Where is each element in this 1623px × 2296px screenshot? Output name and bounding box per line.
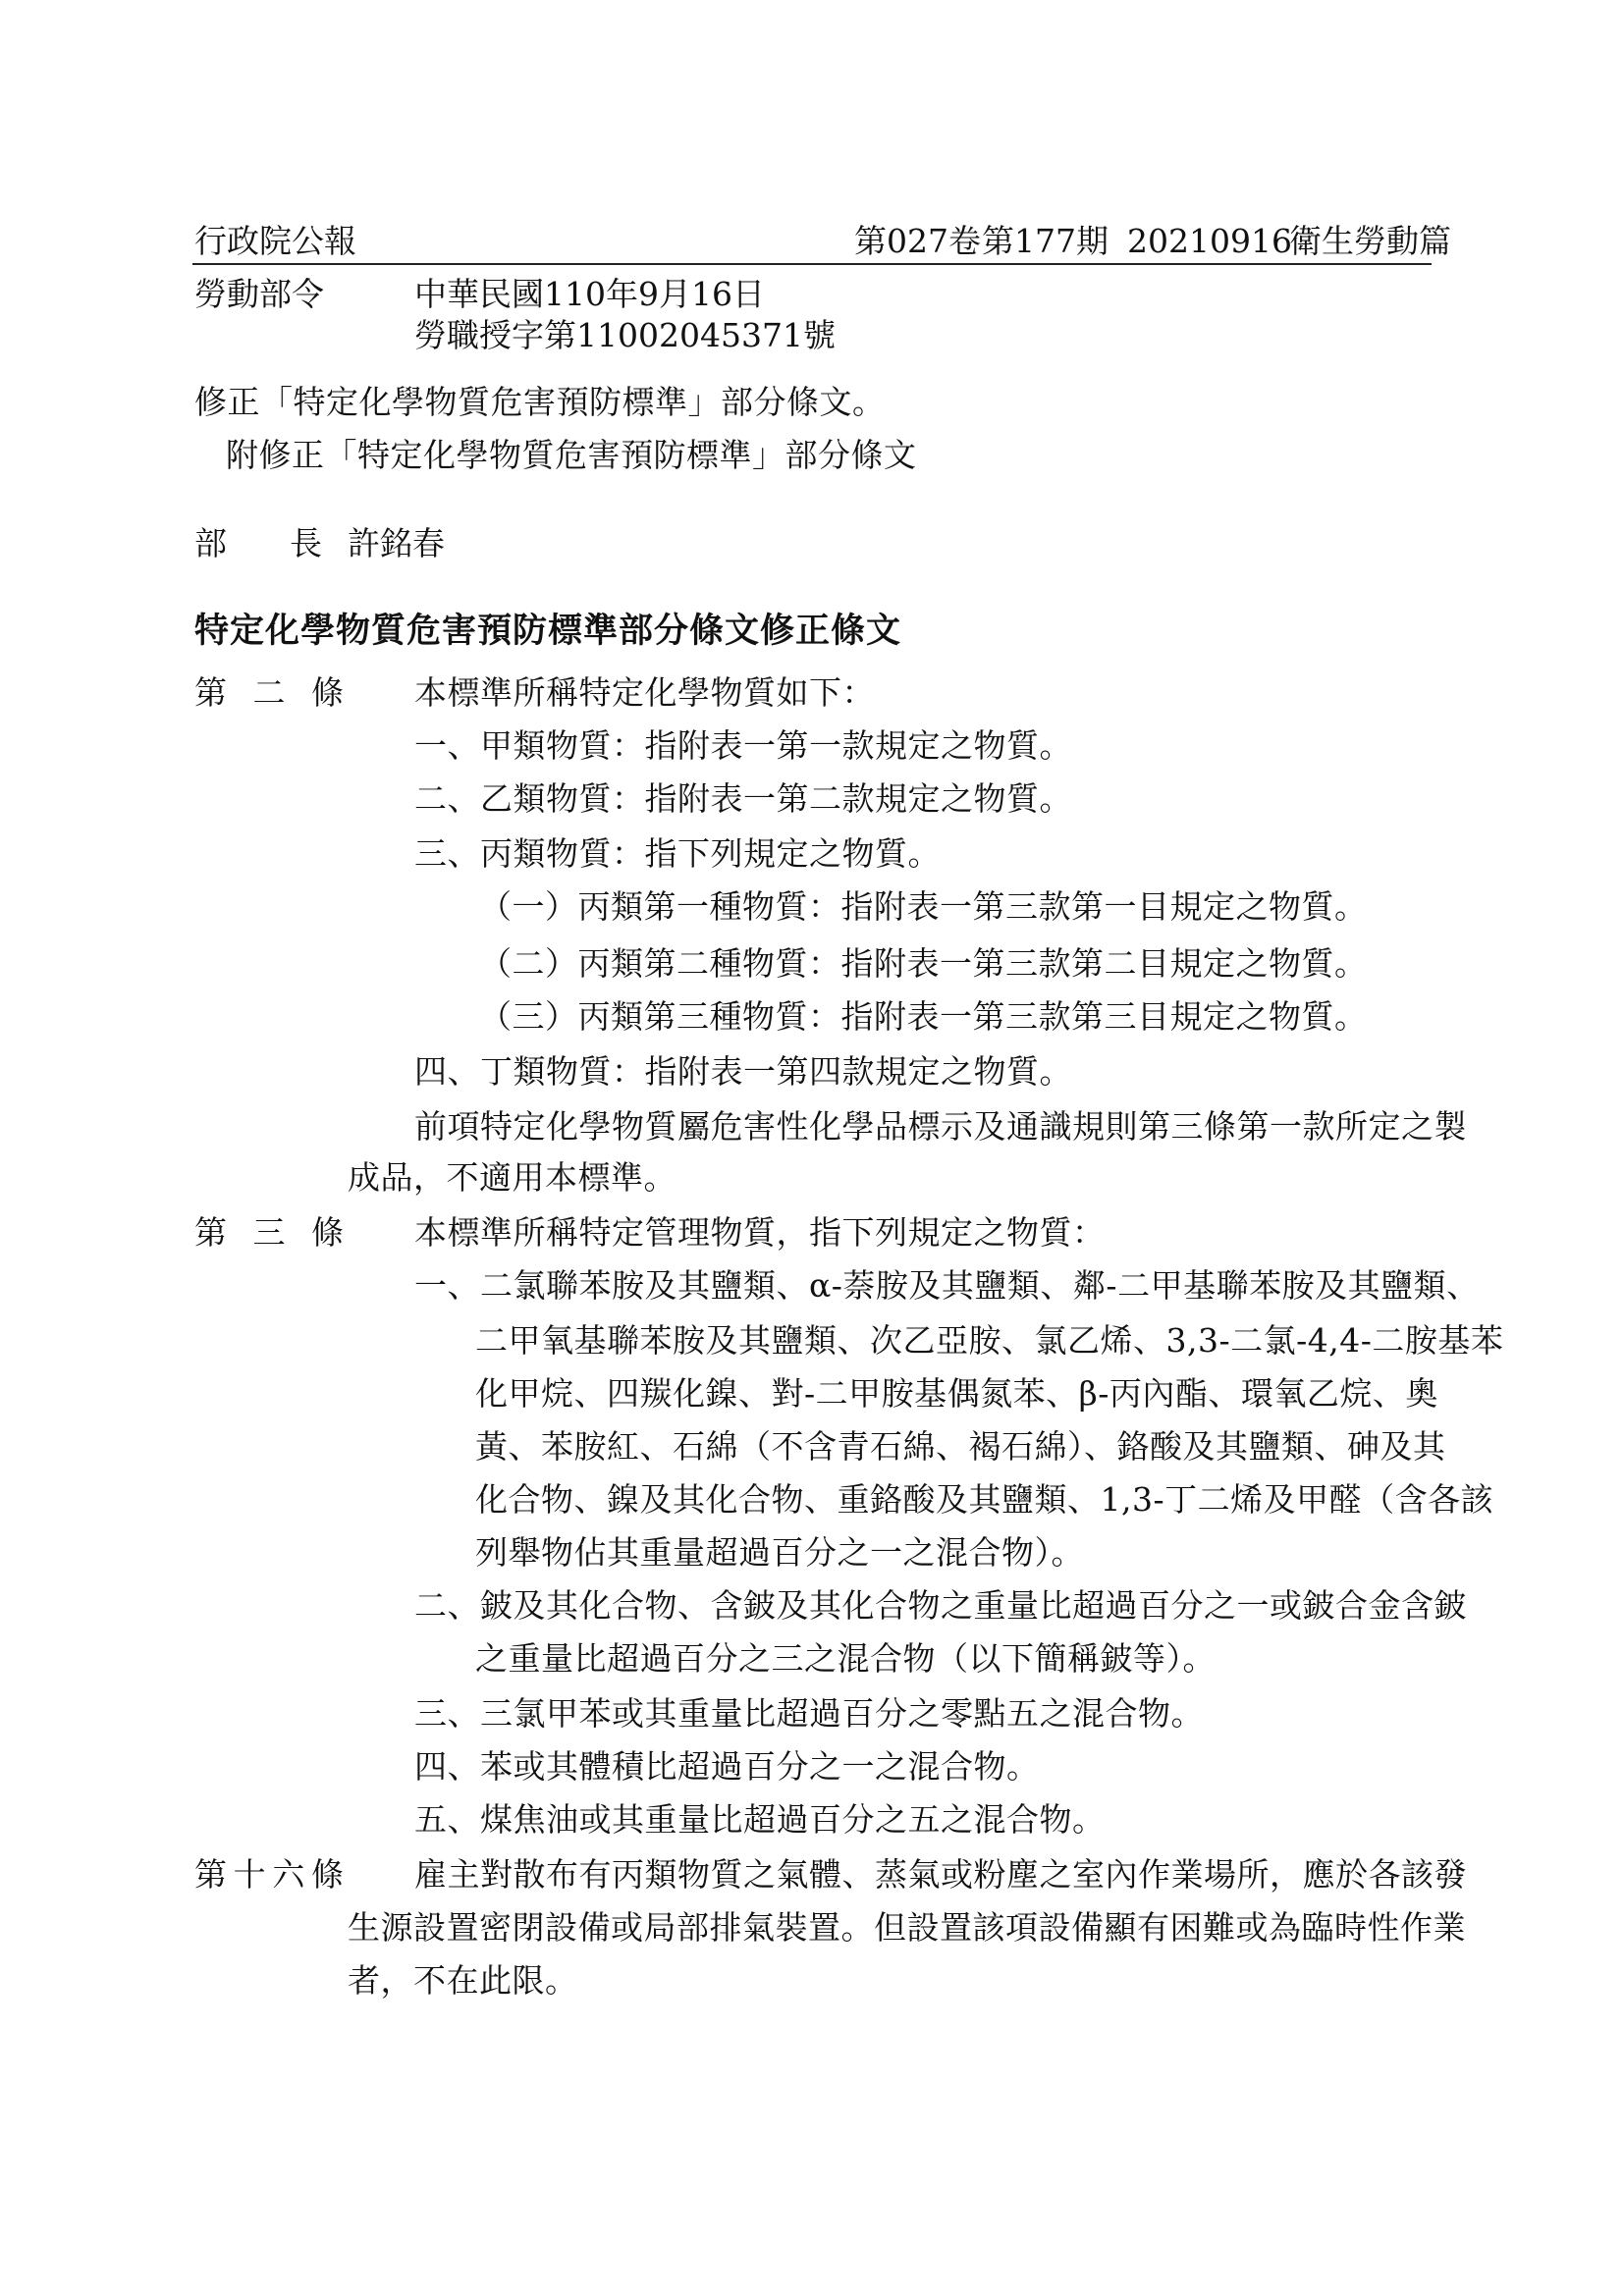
article-3-label-char: 三 — [252, 1213, 286, 1252]
article-16-label-char: 十 — [233, 1855, 266, 1894]
article-2-label-char: 第 — [194, 673, 227, 712]
article-2-line: 四、丁類物質：指附表一第四款規定之物質。 — [414, 1052, 1072, 1091]
volume-number: 第027卷 — [854, 222, 981, 260]
signature-name: 許銘春 — [348, 524, 445, 562]
article-2-label-char: 條 — [311, 673, 344, 712]
article-16-label-char: 六 — [272, 1855, 305, 1894]
article-3-line: 本標準所稱特定管理物質，指下列規定之物質： — [414, 1213, 1106, 1252]
article-3-line: 化合物、鎳及其化合物、重鉻酸及其鹽類、1,3-丁二烯及甲醛（含各該 — [475, 1480, 1494, 1519]
article-3-label-char: 第 — [194, 1213, 227, 1252]
article-16-label — [194, 1855, 344, 1895]
article-3-line: 二、鈹及其化合物、含鈹及其化合物之重量比超過百分之一或鈹合金含鈹 — [414, 1586, 1467, 1625]
article-16-line: 雇主對散布有丙類物質之氣體、蒸氣或粉塵之室內作業場所，應於各該發 — [414, 1855, 1467, 1894]
article-3-line: 化甲烷、四羰化鎳、對-二甲胺基偶氮苯、β-丙內酯、環氧乙烷、奧 — [475, 1374, 1438, 1413]
article-3-label — [194, 1213, 344, 1253]
article-2-line: 二、乙類物質：指附表一第二款規定之物質。 — [414, 779, 1072, 818]
article-2-label-char: 二 — [252, 673, 286, 712]
article-3-line: 二甲氧基聯苯胺及其鹽類、次乙亞胺、氯乙烯、3,3-二氯-4,4-二胺基苯 — [475, 1321, 1504, 1360]
article-16-line: 者，不在此限。 — [348, 1961, 578, 2000]
article-2-line: （三）丙類第三種物質：指附表一第三款第三目規定之物質。 — [479, 997, 1368, 1036]
intro-line-1: 修正「特定化學物質危害預防標準」部分條文。 — [194, 383, 886, 421]
article-2-label — [194, 673, 344, 713]
article-16-label-char: 條 — [310, 1855, 344, 1894]
publication-date: 20210916 — [1127, 222, 1292, 260]
article-2-line: （一）丙類第一種物質：指附表一第三款第一目規定之物質。 — [479, 887, 1368, 926]
intro-line-2: 附修正「特定化學物質危害預防標準」部分條文 — [226, 436, 917, 474]
article-3-label-char: 條 — [311, 1213, 344, 1252]
article-3-line: 五、煤焦油或其重量比超過百分之五之混合物。 — [414, 1800, 1106, 1839]
article-2-line: 成品，不適用本標準。 — [348, 1158, 676, 1197]
article-2-line: 本標準所稱特定化學物質如下： — [414, 673, 875, 712]
order-date: 中華民國110年9月16日 — [414, 275, 765, 313]
document-title: 特定化學物質危害預防標準部分條文修正條文 — [194, 611, 902, 651]
section-name: 衛生勞動篇 — [1289, 222, 1451, 260]
header-rule — [192, 263, 1432, 265]
publication-name: 行政院公報 — [194, 222, 356, 260]
article-3-line: 之重量比超過百分之三之混合物（以下簡稱鈹等）。 — [475, 1639, 1216, 1678]
article-16-label-char: 第 — [194, 1855, 227, 1894]
issue-number: 第177期 — [982, 222, 1109, 260]
article-3-line: 一、二氯聯苯胺及其鹽類、α-萘胺及其鹽類、鄰-二甲基聯苯胺及其鹽類、 — [414, 1266, 1480, 1305]
article-3-line: 黃、苯胺紅、石綿（不含青石綿、褐石綿）、鉻酸及其鹽類、砷及其 — [475, 1427, 1446, 1466]
signature-title-char-1: 部 — [194, 524, 227, 562]
article-16-line: 生源設置密閉設備或局部排氣裝置。但設置該項設備顯有困難或為臨時性作業 — [348, 1908, 1466, 1947]
article-2-line: 前項特定化學物質屬危害性化學品標示及通識規則第三條第一款所定之製 — [414, 1107, 1467, 1146]
order-issuer: 勞動部令 — [194, 275, 324, 313]
signature-title-char-2: 長 — [290, 524, 322, 562]
article-2-line: 三、丙類物質：指下列規定之物質。 — [414, 834, 941, 873]
order-doc-number: 勞職授字第11002045371號 — [414, 316, 836, 354]
article-2-line: （二）丙類第二種物質：指附表一第三款第二目規定之物質。 — [479, 944, 1368, 983]
article-3-line: 三、三氯甲苯或其重量比超過百分之零點五之混合物。 — [414, 1694, 1204, 1733]
article-3-line: 四、苯或其體積比超過百分之一之混合物。 — [414, 1747, 1040, 1786]
article-2-line: 一、甲類物質：指附表一第一款規定之物質。 — [414, 726, 1072, 765]
article-3-line: 列舉物佔其重量超過百分之一之混合物）。 — [475, 1533, 1084, 1572]
